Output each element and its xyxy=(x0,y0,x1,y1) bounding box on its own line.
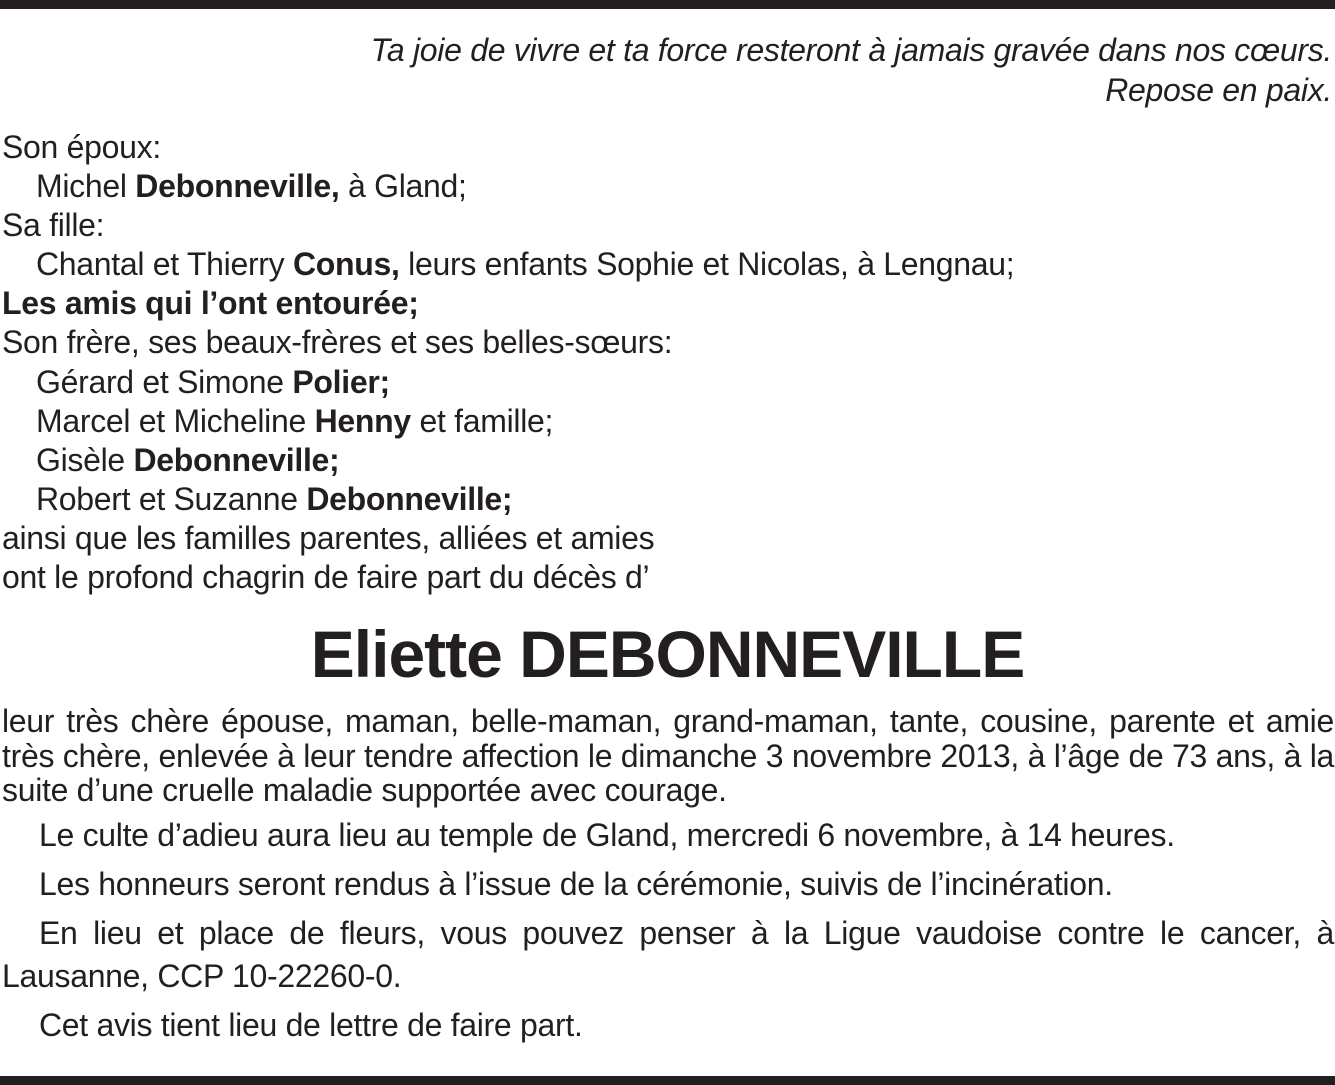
daughter-last: Conus, xyxy=(292,246,400,283)
spouse-last: Debonneville, xyxy=(135,168,340,205)
bottom-border-rule xyxy=(0,1076,1335,1085)
spouse-heading: Son époux: xyxy=(2,129,161,165)
epigraph xyxy=(371,30,1332,110)
spouse-entry xyxy=(2,167,1014,206)
epigraph-line-2: Repose en paix. xyxy=(1105,72,1332,108)
sibling-last: Debonneville; xyxy=(306,480,513,517)
spouse-first: Michel xyxy=(36,168,136,205)
service-paragraph: Le culte d’adieu aura lieu au temple de Gland, mercredi 6 novembre, à 14 heures. xyxy=(39,817,1175,854)
sibling-entry xyxy=(2,363,1014,402)
daughter-first: Chantal et Thierry xyxy=(36,246,293,283)
sibling-entry xyxy=(2,441,1014,480)
sibling-rest: et famille; xyxy=(410,402,554,439)
daughter-heading: Sa fille: xyxy=(2,207,105,244)
deceased-name: Eliette DEBONNEVILLE xyxy=(310,617,1025,691)
friends-text: Les amis qui l’ont entourée; xyxy=(2,285,419,322)
sibling-last: Debonneville; xyxy=(133,441,340,478)
top-border-rule xyxy=(0,0,1335,9)
donation-paragraph: En lieu et place de fleurs, vous pouvez penser à la Ligue vaudoise contre le cancer, à Lausanne, CCP 10-22260-0. xyxy=(2,915,1334,995)
daughter-rest: leurs enfants Sophie et Nicolas, à Lengnau; xyxy=(399,246,1015,283)
family-list xyxy=(2,128,1014,597)
notice-body xyxy=(2,704,1334,1047)
sibling-first: Gisèle xyxy=(36,441,134,478)
siblings-heading: Son frère, ses beaux-frères et ses belles-sœurs: xyxy=(2,324,673,361)
sibling-last: Henny xyxy=(314,402,411,439)
sibling-first: Marcel et Micheline xyxy=(36,402,315,439)
closing-line-2: ont le profond chagrin de faire part du décès d’ xyxy=(2,559,650,596)
notice-paragraph: Cet avis tient lieu de lettre de faire part. xyxy=(39,1007,583,1044)
epigraph-line-1: Ta joie de vivre et ta force resteront à jamais gravée dans nos cœurs. xyxy=(370,32,1332,68)
closing-line-1: ainsi que les familles parentes, alliées et amies xyxy=(2,519,655,556)
spouse-place: à Gland; xyxy=(339,168,467,205)
honours-paragraph: Les honneurs seront rendus à l’issue de la cérémonie, suivis de l’incinération. xyxy=(39,866,1113,903)
sibling-first: Gérard et Simone xyxy=(36,363,293,400)
sibling-entry xyxy=(2,402,1014,441)
daughter-entry xyxy=(2,245,1014,284)
sibling-first: Robert et Suzanne xyxy=(36,480,307,517)
description-paragraph: leur très chère épouse, maman, belle-maman, grand-maman, tante, cousine, parente et amie très chère, enlevée à leur tendre affection le dimanche 3 novembre 2013, à l’âge de 73 ans, à la suite d’une cruelle maladie supportée avec courage. xyxy=(2,703,1334,809)
sibling-last: Polier; xyxy=(292,363,390,400)
friends-line xyxy=(2,284,1014,323)
sibling-entry xyxy=(2,480,1014,519)
